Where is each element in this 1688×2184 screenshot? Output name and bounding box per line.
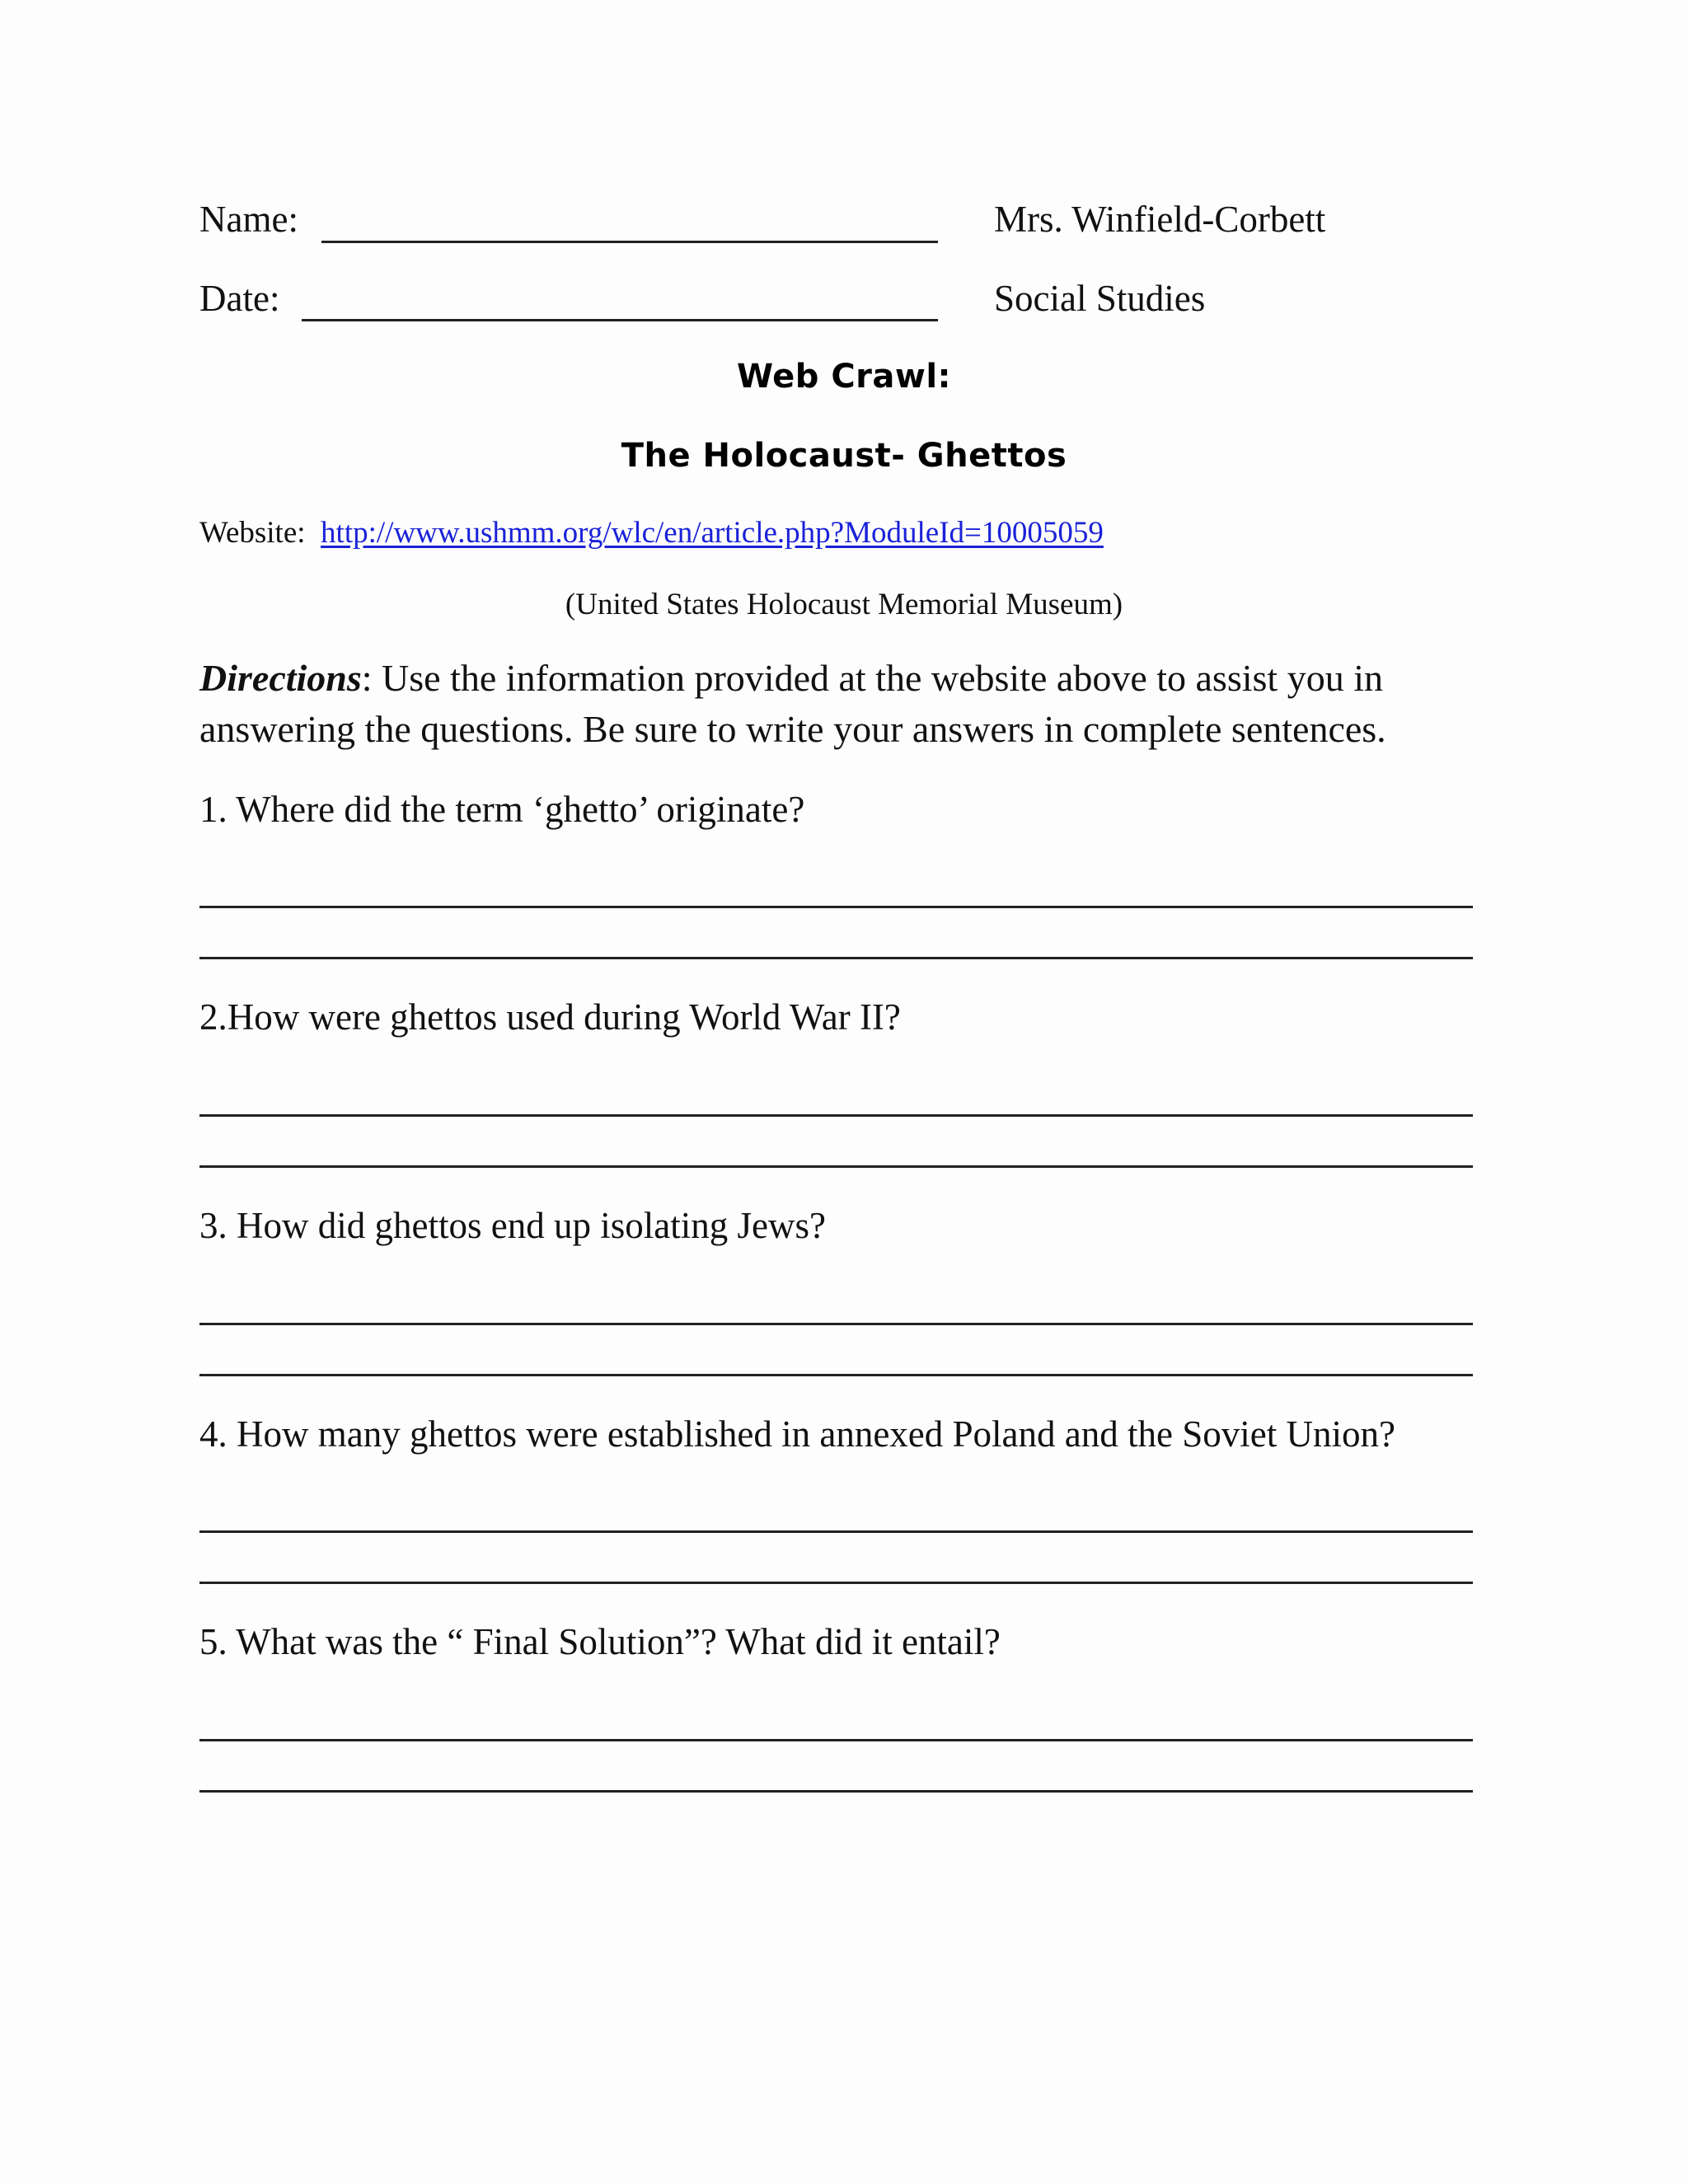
answer-line-2b[interactable] — [199, 1165, 1473, 1168]
website-line — [199, 518, 1104, 548]
question-3: 3. How did ghettos end up isolating Jews? — [199, 1205, 826, 1246]
answer-line-5a[interactable] — [199, 1739, 1473, 1741]
teacher-name: Mrs. Winfield-Corbett — [994, 199, 1326, 240]
answer-line-3a[interactable] — [199, 1323, 1473, 1325]
question-1: 1. Where did the term ‘ghetto’ originate? — [199, 789, 805, 830]
question-5: 5. What was the “ Final Solution”? What did it entail? — [199, 1621, 1001, 1662]
answer-line-1a[interactable] — [199, 906, 1473, 908]
directions — [199, 653, 1485, 755]
date-label: Date: — [199, 278, 280, 319]
website-source: (United States Holocaust Memorial Museum) — [565, 588, 1123, 621]
directions-label: Directions — [199, 657, 362, 699]
page-title: Web Crawl: — [736, 358, 952, 396]
directions-text: : Use the information provided at the website above to assist you in answering the questions. Be sure to write your answers in complete sentences. — [199, 657, 1386, 750]
page-subtitle: The Holocaust- Ghettos — [621, 437, 1067, 475]
name-field[interactable] — [321, 241, 938, 243]
website-label: Website: — [199, 516, 306, 550]
answer-line-4a[interactable] — [199, 1530, 1473, 1533]
answer-line-5b[interactable] — [199, 1790, 1473, 1793]
question-4: 4. How many ghettos were established in annexed Poland and the Soviet Union? — [199, 1413, 1395, 1455]
subject-name: Social Studies — [994, 278, 1206, 319]
answer-line-2a[interactable] — [199, 1114, 1473, 1117]
answer-line-4b[interactable] — [199, 1582, 1473, 1584]
question-2: 2.How were ghettos used during World War II? — [199, 996, 901, 1038]
date-field[interactable] — [302, 319, 938, 321]
answer-line-1b[interactable] — [199, 957, 1473, 959]
answer-line-3b[interactable] — [199, 1374, 1473, 1376]
name-label: Name: — [199, 199, 298, 240]
website-link[interactable]: http://www.ushmm.org/wlc/en/article.php?ModuleId=10005059 — [321, 516, 1104, 550]
